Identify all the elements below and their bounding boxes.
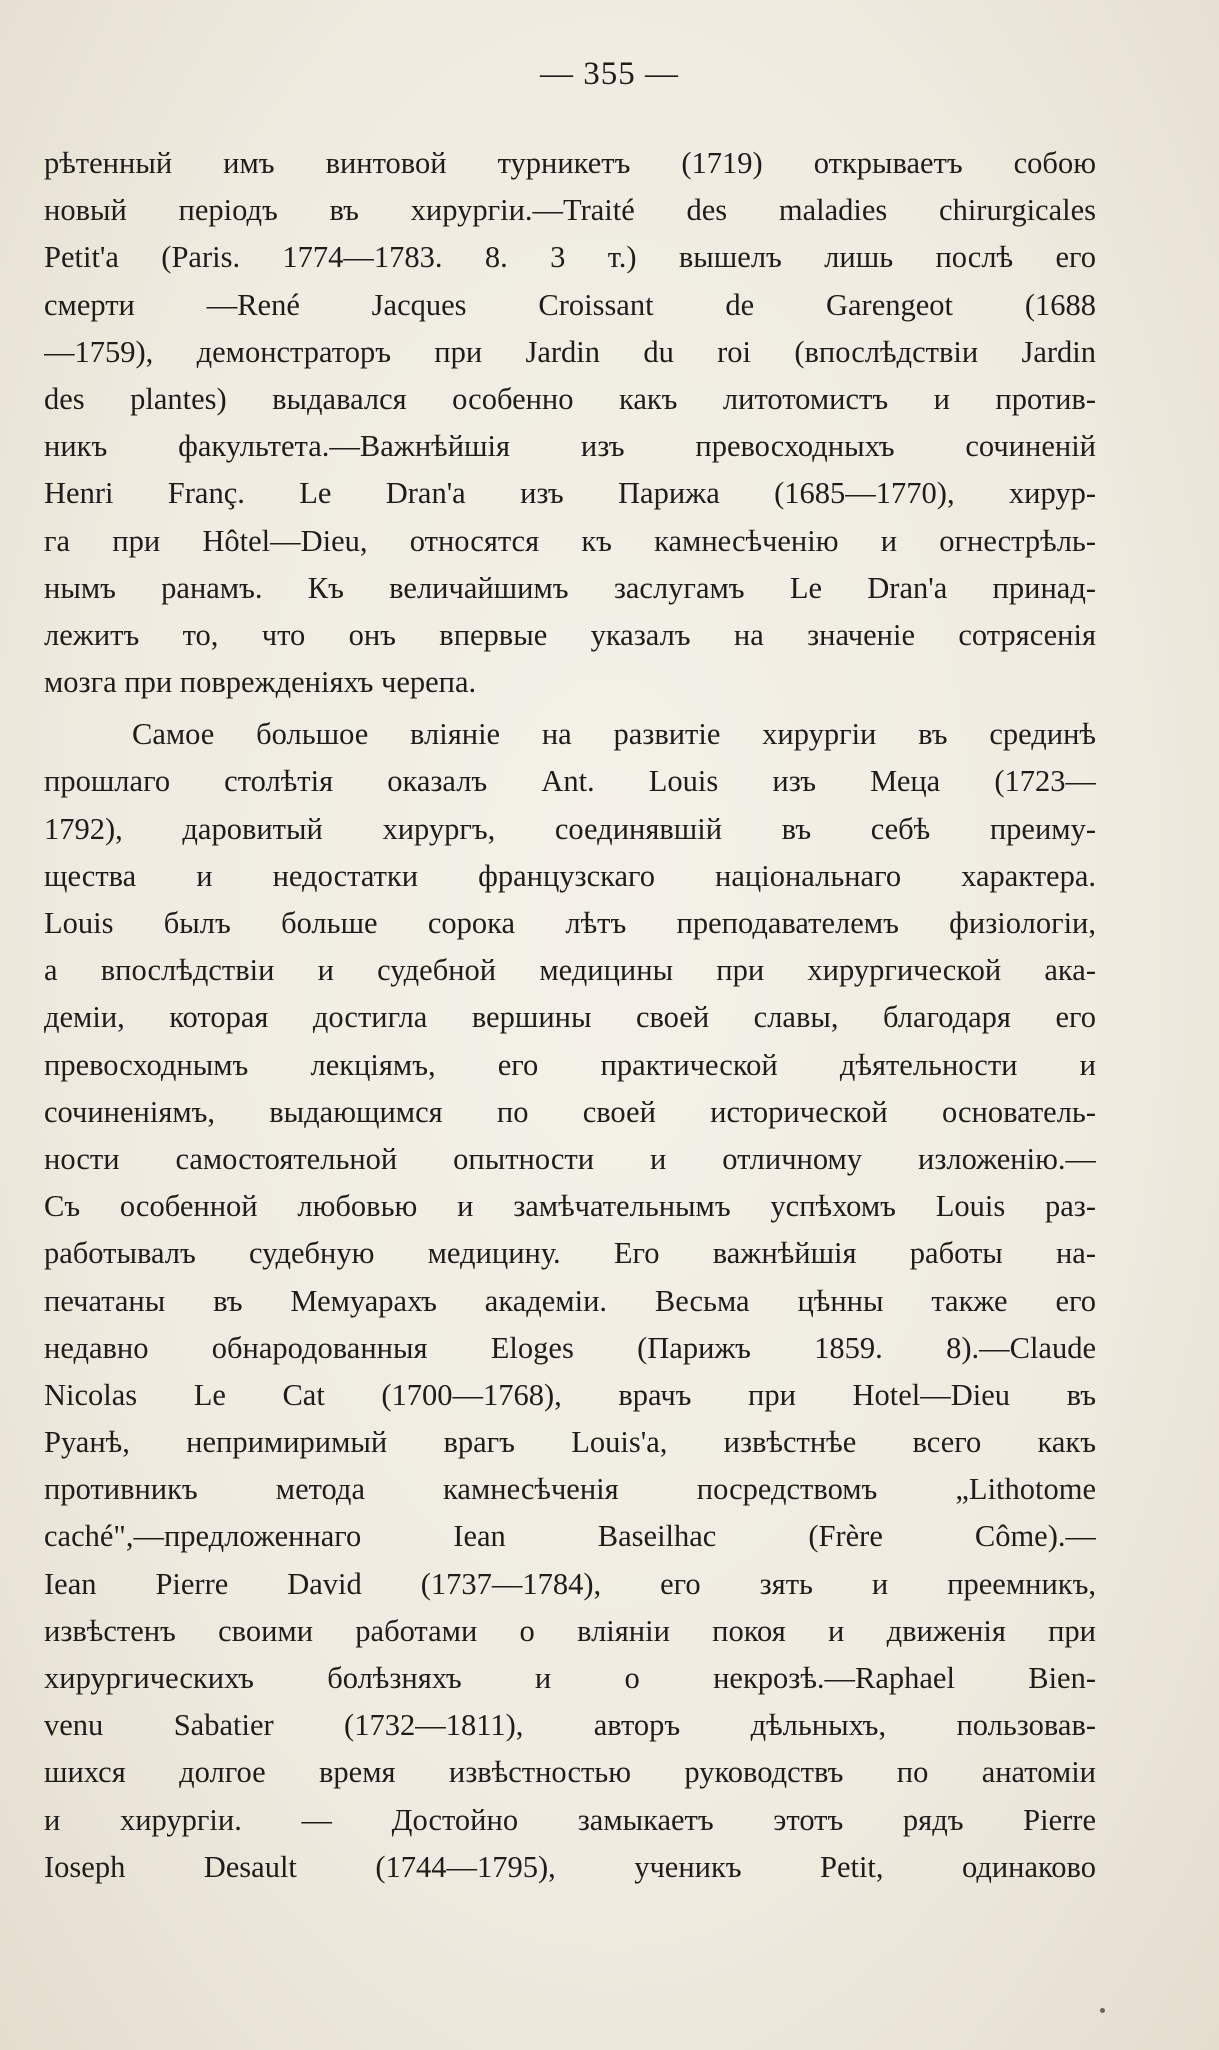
ink-speck [1100, 2008, 1105, 2013]
text-line: хирургическихъ болѣзняхъ и о некрозѣ.—Raphael Bien- [44, 1661, 1096, 1695]
text-line: Съ особенной любовью и замѣчательнымъ успѣхомъ Louis раз- [44, 1189, 1096, 1224]
text-line: работывалъ судебную медицину. Его важнѣйшія работы на- [44, 1236, 1096, 1271]
text-line: Ioseph Desault (1744—1795), ученикъ Petit, одинаково [44, 1849, 1096, 1884]
body-text [44, 140, 1096, 1891]
text-line: Nicolas Le Cat (1700—1768), врачъ при Hotel—Dieu въ [44, 1377, 1096, 1412]
text-line: Henri Franç. Le Dran'a изъ Парижа (1685—1770), хирур- [44, 476, 1096, 511]
text-line: извѣстенъ своими работами о вліяніи покоя и движенія при [44, 1613, 1096, 1648]
text-line: прошлаго столѣтія оказалъ Ant. Louis изъ Меца (1723— [44, 764, 1096, 799]
text-line: des plantes) выдавался особенно какъ литотомистъ и против- [44, 381, 1096, 416]
text-line: —1759), демонстраторъ при Jardin du roi (впослѣдствіи Jardin [44, 334, 1096, 369]
text-line: противникъ метода камнесѣченія посредствомъ „Lithotome [44, 1472, 1096, 1507]
text-line: смерти —René Jacques Croissant de Garengeot (1688 [44, 287, 1096, 322]
text-line: ности самостоятельной опытности и отличному изложенію.— [44, 1141, 1096, 1176]
text-line: деміи, которая достигла вершины своей славы, благодаря его [44, 1000, 1096, 1035]
page-number: — 355 — [540, 56, 679, 92]
text-line: нымъ ранамъ. Къ величайшимъ заслугамъ Le Dran'a принад- [44, 570, 1096, 605]
text-line: га при Hôtel—Dieu, относятся къ камнесѣченію и огнестрѣль- [44, 523, 1096, 558]
text-line: а впослѣдствіи и судебной медицины при хирургической ака- [44, 953, 1096, 988]
text-line: Louis былъ больше сорока лѣтъ преподавателемъ физіологіи, [44, 906, 1096, 940]
text-line: venu Sabatier (1732—1811), авторъ дѣльныхъ, пользовав- [44, 1708, 1096, 1743]
text-line: и хирургіи. — Достойно замыкаетъ этотъ рядъ Pierre [44, 1802, 1096, 1837]
text-line: щества и недостатки французскаго національнаго характера. [44, 858, 1096, 893]
text-line: сочиненіямъ, выдающимся по своей исторической основатель- [44, 1094, 1096, 1129]
text-line: печатаны въ Мемуарахъ академіи. Весьма цѣнны также его [44, 1283, 1096, 1318]
text-line: превосходнымъ лекціямъ, его практической дѣятельности и [44, 1047, 1096, 1082]
text-line: шихся долгое время извѣстностью руководствъ по анатоміи [44, 1755, 1096, 1790]
text-line: 1792), даровитый хирургъ, соединявшій въ себѣ преиму- [44, 811, 1096, 846]
text-line: никъ факультета.—Важнѣйшія изъ превосходныхъ сочиненій [44, 429, 1096, 464]
text-line: Руанѣ, непримиримый врагъ Louis'a, извѣстнѣе всего какъ [44, 1425, 1096, 1460]
text-line: недавно обнародованныя Eloges (Парижъ 1859. 8).—Claude [44, 1330, 1096, 1365]
text-line: Iean Pierre David (1737—1784), его зять и преемникъ, [44, 1566, 1096, 1601]
text-line: рѣтенный имъ винтовой турникетъ (1719) открываетъ собою [44, 146, 1096, 180]
text-line: новый періодъ въ хирургіи.—Traité des maladies chirurgicales [44, 193, 1096, 228]
text-line: мозга при поврежденіяхъ черепа. [44, 665, 477, 700]
text-line: лежитъ то, что онъ впервые указалъ на значеніе сотрясенія [44, 617, 1096, 652]
text-line: Petit'a (Paris. 1774—1783. 8. 3 т.) вышелъ лишь послѣ его [44, 240, 1096, 275]
text-line: caché",—предложеннаго Iean Baseilhac (Frère Côme).— [44, 1519, 1096, 1554]
paragraph-2 [44, 711, 1096, 1891]
paragraph-1 [44, 140, 1096, 706]
text-line: Самое большое вліяніе на развитіе хирургіи въ срединѣ [132, 717, 1096, 752]
